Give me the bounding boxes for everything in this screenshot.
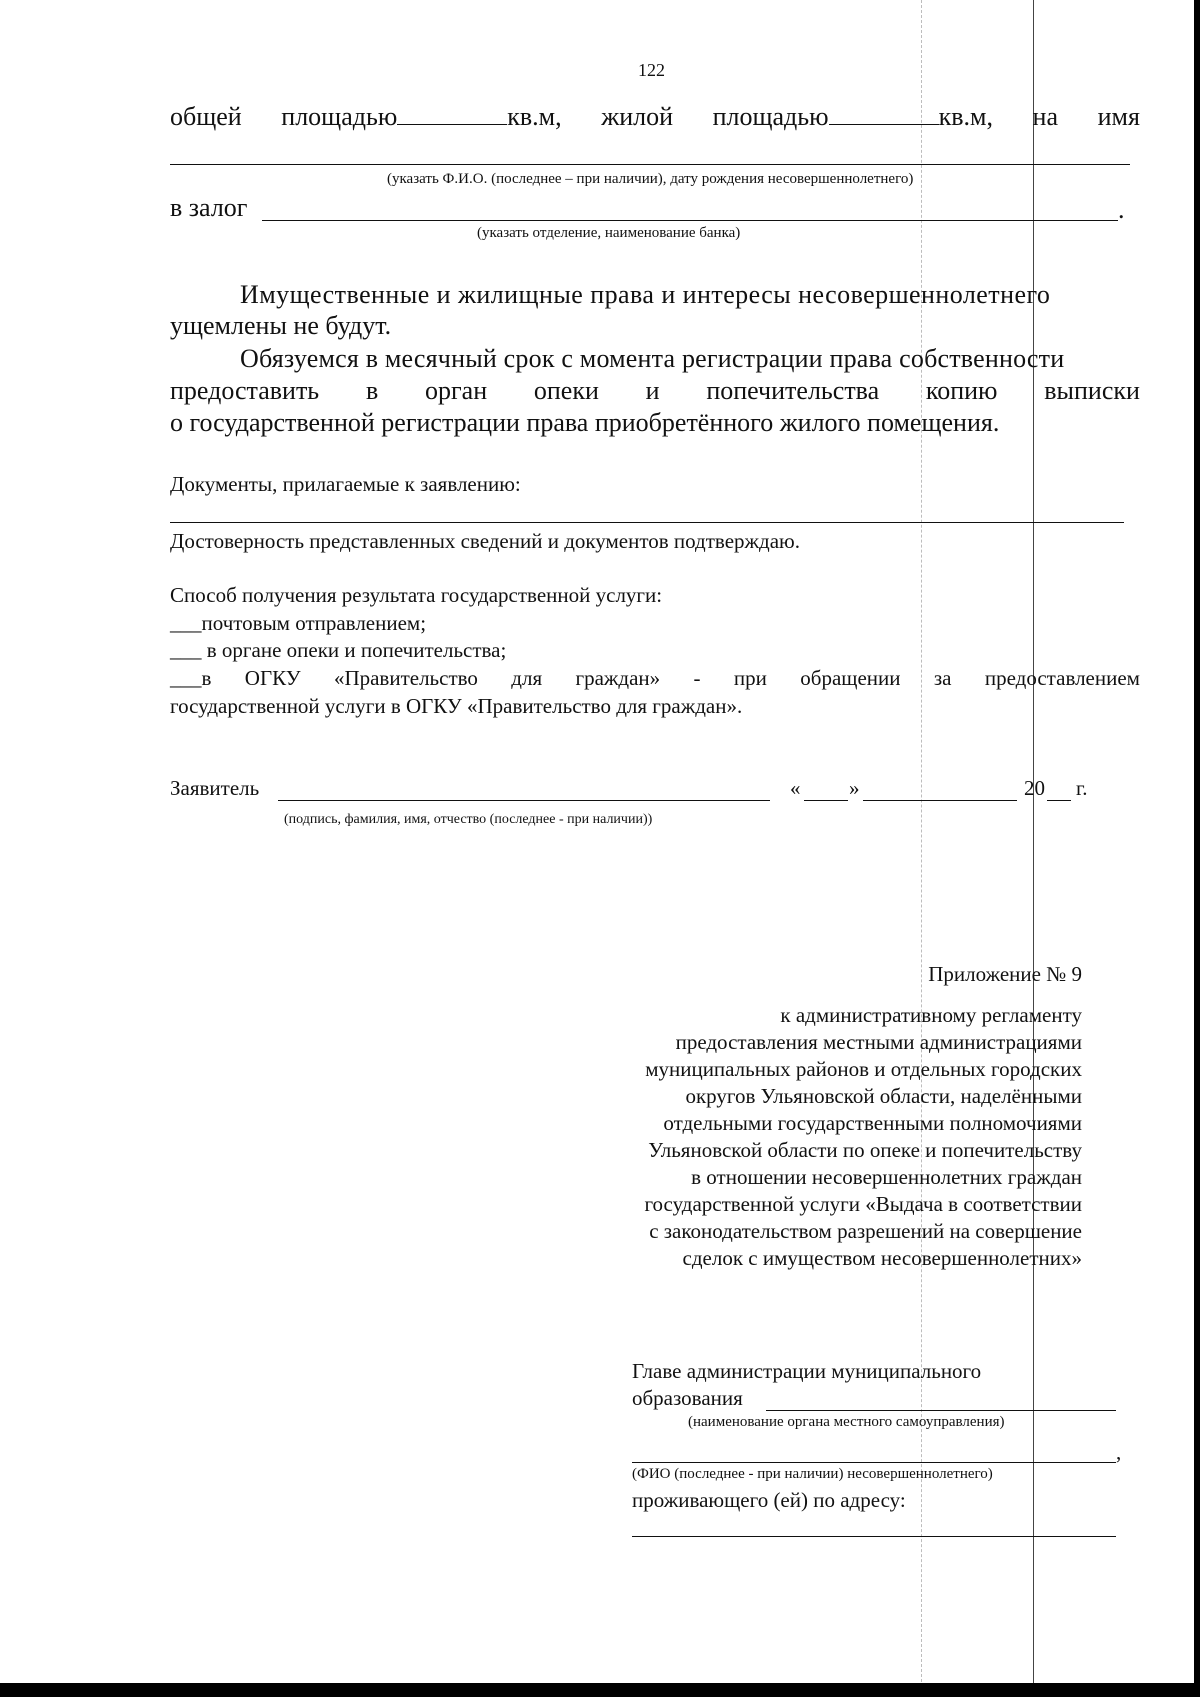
area-word-8: имя [1097, 102, 1140, 131]
word: для [511, 666, 543, 690]
word: в [365, 376, 379, 405]
addressee-line-2: образования [632, 1386, 743, 1410]
rights-paragraph-line-1: Имущественные и жилищные права и интересы несовершеннолетнего [240, 280, 1051, 309]
appendix-line: в отношении несовершеннолетних граждан [691, 1165, 1082, 1189]
option-ogku-line-2: государственной услуги в ОГКУ «Правительство для граждан». [170, 694, 743, 718]
word: предоставить [170, 376, 320, 405]
appendix-line: с законодательством разрешений на совершение [649, 1219, 1082, 1243]
page-number: 122 [638, 60, 665, 80]
address-line [632, 1536, 1116, 1537]
word: при [733, 666, 767, 690]
date-close-quote: » [849, 776, 860, 800]
area-word-1: общей [170, 102, 242, 131]
rights-paragraph-line-2: ущемлены не будут. [170, 311, 392, 340]
organ-hint: (наименование органа местного самоуправления) [688, 1414, 1005, 1430]
documents-line [170, 522, 1124, 523]
confirmation-text: Достоверность представленных сведений и документов подтверждаю. [170, 529, 800, 553]
obligation-paragraph-line-3: о государственной регистрации права приобретённого жилого помещения. [170, 408, 1000, 437]
municipality-line [766, 1410, 1116, 1411]
option-ogku-line-1 [170, 666, 1140, 691]
word: - [693, 666, 701, 690]
applicant-signature-line [278, 800, 770, 801]
word: предоставлением [984, 666, 1140, 690]
word: ___в [170, 666, 212, 690]
area-line [170, 102, 1140, 132]
date-month-line [863, 800, 1017, 801]
word: за [933, 666, 952, 690]
word: копию [925, 376, 998, 405]
minor-fio-line [632, 1462, 1116, 1463]
appendix-line: к административному регламенту [780, 1003, 1082, 1027]
word: опеки [533, 376, 599, 405]
word: ОГКУ [244, 666, 301, 690]
appendix-line: сделок с имуществом несовершеннолетних» [682, 1246, 1082, 1270]
scan-fold-line [921, 0, 922, 1697]
method-label: Способ получения результата государственной услуги: [170, 583, 663, 607]
option-guardianship: ___ в органе опеки и попечительства; [170, 638, 507, 662]
obligation-paragraph-line-1: Обязуемся в месячный срок с момента регистрации права собственности [240, 344, 1065, 373]
word: выписки [1044, 376, 1140, 405]
addressee-line-1: Главе администрации муниципального [632, 1359, 982, 1383]
word: и [645, 376, 660, 405]
appendix-line: Ульяновской области по опеке и попечительству [648, 1138, 1082, 1162]
scan-crease-line [1033, 0, 1034, 1697]
obligation-paragraph-line-2 [170, 376, 1140, 406]
word: «Правительство [333, 666, 478, 690]
documents-label: Документы, прилагаемые к заявлению: [170, 472, 521, 496]
residing-label: проживающего (ей) по адресу: [632, 1488, 906, 1512]
applicant-label: Заявитель [170, 776, 260, 800]
word: попечительства [706, 376, 880, 405]
pledge-line [262, 220, 1118, 221]
pledge-label: в залог [170, 193, 248, 222]
appendix-line: предоставления местными администрациями [675, 1030, 1082, 1054]
area-word-7: на [1032, 102, 1059, 131]
area-word-2: площадью кв.м, [281, 102, 562, 131]
year-line [1047, 800, 1071, 801]
word: орган [424, 376, 488, 405]
area-word-5: площадью кв.м, [712, 102, 993, 131]
fio-comma: , [1116, 1440, 1122, 1464]
signature-hint: (подпись, фамилия, имя, отчество (последнее - при наличии)) [284, 812, 653, 827]
appendix-line: государственной услуги «Выдача в соответствии [644, 1192, 1082, 1216]
date-day-line [804, 800, 848, 801]
year-suffix: г. [1076, 776, 1088, 800]
fio-hint: (указать Ф.И.О. (последнее – при наличии), дату рождения несовершеннолетнего) [387, 171, 914, 187]
appendix-line: округов Ульяновской области, наделёнными [685, 1084, 1082, 1108]
appendix-title: Приложение № 9 [928, 962, 1082, 986]
bank-hint: (указать отделение, наименование банка) [477, 225, 741, 241]
date-open-quote: « [790, 776, 801, 800]
word: обращении [800, 666, 901, 690]
year-prefix: 20 [1024, 776, 1045, 800]
minor-fio-hint: (ФИО (последнее - при наличии) несовершеннолетнего) [632, 1466, 993, 1482]
pledge-end: . [1118, 195, 1125, 224]
appendix-line: муниципальных районов и отдельных городских [645, 1057, 1082, 1081]
appendix-line: отдельными государственными полномочиями [663, 1111, 1082, 1135]
fio-line [170, 164, 1130, 165]
word: граждан» [575, 666, 661, 690]
area-word-4: жилой [601, 102, 674, 131]
scan-right-edge [1194, 0, 1200, 1697]
option-mail: ___почтовым отправлением; [170, 611, 427, 635]
scan-bottom-edge [0, 1683, 1200, 1697]
